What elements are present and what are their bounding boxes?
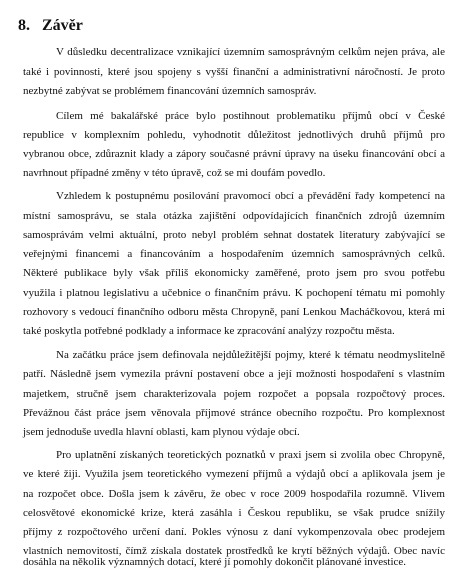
text-line: využila i platnou legislativu a učebnice o finančním právu. K pochopení tématu mi pomohly <box>23 287 445 299</box>
text-line: Převážnou část práce jsem věnovala příjmové stránce obecního rozpočtu. Pro komplexnost <box>23 407 445 419</box>
section-number: 8. <box>18 17 30 34</box>
section-heading <box>18 17 83 35</box>
text-line: na rozpočet obce. Došla jsem k závěru, že obec v roce 2009 hospodařila rozumně. Vlivem <box>23 488 445 500</box>
text-line: příjmy z rozpočtového určení daní. Pokles výnosu z daní vykompenzovala obec prodejem <box>23 526 445 538</box>
text-line: vlastních nemovitostí, čímž získala dostatek prostředků ke krytí běžných výdajů. Obec navíc <box>23 545 445 557</box>
text-line: majetkem, stručně jsem charakterizovala pojem rozpočet a popsala rozpočtový proces. <box>23 388 445 400</box>
text-line: ve které žiji. Využila jsem teoretického vymezení příjmů a výdajů obcí a aplikovala jsem je <box>23 468 445 480</box>
text-line: Cílem mé bakalářské práce bylo postihnout problematiku příjmů obcí v České <box>56 110 445 122</box>
text-line: navrhnout případné změny v této úpravě, což se mi doufám povedlo. <box>23 167 326 179</box>
text-line: V důsledku decentralizace vznikající územním samosprávným celkům nejen práva, ale <box>56 46 445 58</box>
text-line: vybranou obce, zdůraznit klady a zápory současné právní úpravy na úseku financování obcí a <box>23 148 445 160</box>
section-title: Závěr <box>42 17 83 34</box>
text-line: Některé publikace byly však příliš ekonomicky zaměřené, proto jsem pro svou potřebu <box>23 267 445 279</box>
text-line: dosáhla na několik významných dotací, které jí pomohly dokončit plánované investice. <box>23 556 407 568</box>
text-line: také i povinnosti, které jsou spojeny s vyšší finanční a administrativní náročností. Je proto <box>23 66 445 78</box>
text-line: patří. Následně jsem vymezila právní postavení obce a její možnosti hospodaření s vlastním <box>23 368 445 380</box>
text-line: Pro uplatnění získaných teoretických poznatků v praxi jsem si zvolila obec Chropyně, <box>56 449 445 461</box>
text-line: také poskytla potřebné podklady a informace ke zpracování analýzy rozpočtu města. <box>23 325 395 337</box>
text-line: rozhovory s vedoucí finančního odboru města Chropyně, paní Lenkou Macháčkovou, která mi <box>23 306 445 318</box>
text-line: Vzhledem k postupnému posilování pravomocí obcí a převádění řady kompetencí na <box>56 190 445 202</box>
text-line: veřejnými financemi a financováním a hospodařením územních samosprávných celků. <box>23 248 445 260</box>
text-line: celosvětové ekonomické krize, která zasáhla i Českou republiku, se však prudce snížily <box>23 507 445 519</box>
text-line: jsem jednoduše uvedla hlavní oblasti, kam plynou výdaje obcí. <box>23 426 300 438</box>
text-line: samosprávám velmi aktuální, proto nebyl problém sehnat dostatek literatury zabývající se <box>23 229 445 241</box>
text-line: nezbytné zabývat se problémem financování územních samospráv. <box>23 85 317 97</box>
text-line: republice v komplexním pohledu, vyhodnotit důležitost jednotlivých druhů příjmů pro <box>23 129 445 141</box>
text-line: Na začátku práce jsem definovala nejdůležitější pojmy, které k tématu neodmyslitelně <box>56 349 445 361</box>
text-line: místní samosprávu, se stala otázka zajištění odpovídajících finančních zdrojů územním <box>23 210 445 222</box>
